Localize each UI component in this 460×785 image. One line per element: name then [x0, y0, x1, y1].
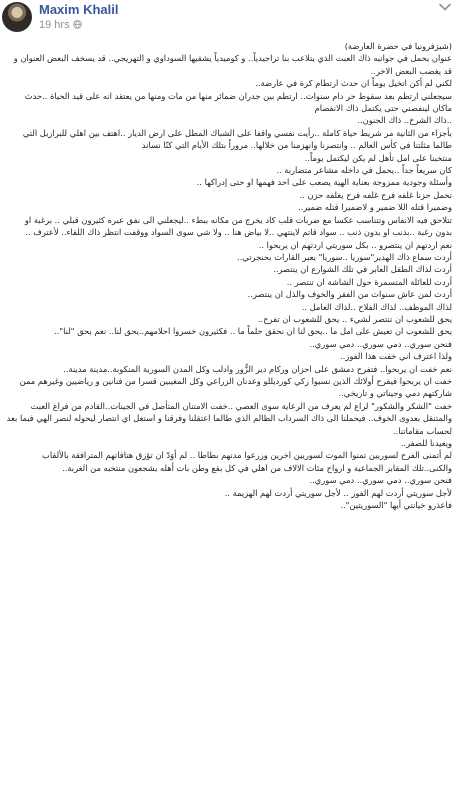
- avatar[interactable]: [2, 2, 32, 32]
- post-paragraph: فاعذرو خيانتي أيها "السوريتين"..: [340, 500, 452, 511]
- post-paragraph: أردت سماع ذاك الهدير"سوريا ..سوريا" يعبر القارات بحنجرتي..: [237, 251, 452, 262]
- post-paragraph: (شيزفرونيا في حضرة العارضة): [344, 41, 452, 51]
- post-paragraph: فنحن سوري.. دمي سوري.. دمي سوري..: [309, 338, 452, 349]
- post-options-button[interactable]: [438, 2, 452, 12]
- post-paragraph: يحق للشعوب ان تنتصر لشيء .. يحق للشعوب ان تفرح..: [257, 313, 452, 324]
- post-paragraph: منتخبنا على امل تأهل لم يكن ليكتمل يوماً..: [304, 152, 452, 163]
- post-paragraph: لكني لم أكن اتخيل يوماً ان حدث ارتطام كرة في عارضة..: [255, 78, 452, 89]
- post-paragraph: بأجزاء من الثانية مر شريط حياة كاملة ..رأيت نفسي واقفا على الشباك المطل على ارض الديار ..اهتف بين اهلي للبرازيل التي طالما مثلتنا في كأس العالم .. وانتصرنا وانهزمنا من خلالها.. مروراً بتلك الأيام التي كنّا نساند: [22, 127, 452, 151]
- post-paragraph: سيجعلني ارتطم بعد سقوط حر دام سنوات.. ارتطم بين جدران ضمائر منها من مات ومنها من يعتقد انه على قيد الحياة ..حدث ماكان لينفصني حتى يكتمل ذاك الانفصام: [24, 90, 452, 114]
- post-paragraph: ويعيدنا للصفر..: [400, 438, 452, 448]
- post-paragraph: أردت لذاك الطفل العابر في تلك الشوارع ان ينتصر..: [273, 264, 452, 275]
- post-paragraph: وأسئلة وجودية ممزوجة بعناية الهية يصعب على احد فهمها او حتى إدراكها ..: [196, 177, 452, 188]
- post-meta: [39, 2, 118, 31]
- post-paragraph: تحمل حزنا غلفه فرح غلفه فرح يغلفه حزن ..: [299, 189, 452, 200]
- post-header: [0, 0, 460, 40]
- post-paragraph: عنوان يحمل في جوانبه ذاك العبث الذي يتلاعب بنا تراجيدياً.. و كوميدياً يشقيها السوداوي و التهريجي.. قد يسخف البعض العنوان و قد يغضب البعض الاخر..: [13, 53, 452, 76]
- post-paragraph: لذاك الموظف.. لذاك الفلاح ..لذاك العامل ..: [301, 301, 452, 312]
- post-paragraph: خفت ان يربحوا فيفرح أولائك الذين نسيوا زكي كورديللو وعدنان الزراعي وكل المغيبين قسرا من فنانين و رياضيين وغيرهم ممن شاركتهم دمي وجيناتي و تاريخي..: [19, 375, 452, 399]
- post-paragraph: أردت للعائلة المتسمرة حول الشاشة ان تنتصر ..: [286, 276, 452, 287]
- post-paragraph: لم أتمنى الفرح لسوريين تمنوا الموت لسوريين اخرين وزرعوا مدنهم بطاطا .. لم أوَدّ ان تؤزق هتافاتهم المترافقة بالألقاب والكنى..تلك المقابر الجماعية و ارواح مئات الالاف من اهلي في كل بقع وطن بات أهله يشجعون منتخبه من الغربة..: [42, 450, 452, 473]
- post-paragraph: كان سريعاً جداً ..يحمل في داخله مشاعر متضاربة ..: [276, 165, 452, 176]
- post-paragraph: خفت "الشكر والشكور" لراع لم يعرف من الرعاية سوى العصي ..خفت الامتنان المتأصل في الجينات..القادم من فراغ العبث والمتنقل بعدوى الخوف.. فيحملنا الى ذاك السرداب الظالم الذي طالما اعتقلنا وفرقنا و استغل اي انتصار ليحوله لنصر الهي فيما بعد لحساب مقاماتنا..: [6, 400, 452, 436]
- post-paragraph: تتلاحق فيه الانفاس وتتناسب عكسا مع ضربات قلب كاد يخرج من مكانه ببطء ..ليجعلني الى نفق عبره كثيرون قبلي .. برغبة او بدون رغبة ..بذنب او بدون ذنب .. سواد قاتم لاينتهي ..لا بياض هنا .. ولا شي سوى السواد ووقفت انتظر ذاك اللقاء.. لأعترف ..: [24, 214, 452, 238]
- post-body: [0, 40, 460, 511]
- post-paragraph: يحق للشعوب ان تعيش على امل ما ..يحق لنا ان نحقق حلماً ما .. فكثيرون خسروا احلامهم..يحق لنا.. نعم يحق "لنا"..: [54, 326, 452, 337]
- post-paragraph: أردت لمن عاش سنوات من الفقر والخوف والذل ان ينتصر..: [247, 289, 452, 300]
- author-name[interactable]: Maxim Khalil: [39, 2, 119, 17]
- post-paragraph: نعم خفت ان يربحوا.. فتفرح دمشق على احزان وركام دير الزُّور وادلب وكل المدن السورية المنكوبة..مدينة مدينة..: [63, 363, 452, 374]
- post-paragraph: نعم اردتهم ان ينتصرو .. بكل سوريتي اردتهم ان يربحوا ..: [258, 239, 452, 250]
- post-submeta: [39, 20, 118, 31]
- post-paragraph: ولذا اعترف اني خفت هذا الفوز..: [340, 351, 452, 362]
- post-paragraph: لأجل سوريتي أردت لهم الفوز .. لأجل سوريتي أردت لهم الهزيمة ..: [224, 487, 452, 498]
- chevron-down-icon: [439, 3, 451, 11]
- post-paragraph: وضميرا قتله اللا ضمير و لاضميرا قتله ضمير..: [298, 202, 452, 213]
- post-paragraph: فنحن سوري.. دمي سوري.. دمي سوري..: [309, 475, 452, 486]
- post-timestamp[interactable]: 19 hrs: [39, 19, 70, 31]
- globe-icon: [73, 20, 82, 31]
- post-paragraph: ..ذاك الشرخ.. ذاك الجنون..: [357, 115, 452, 126]
